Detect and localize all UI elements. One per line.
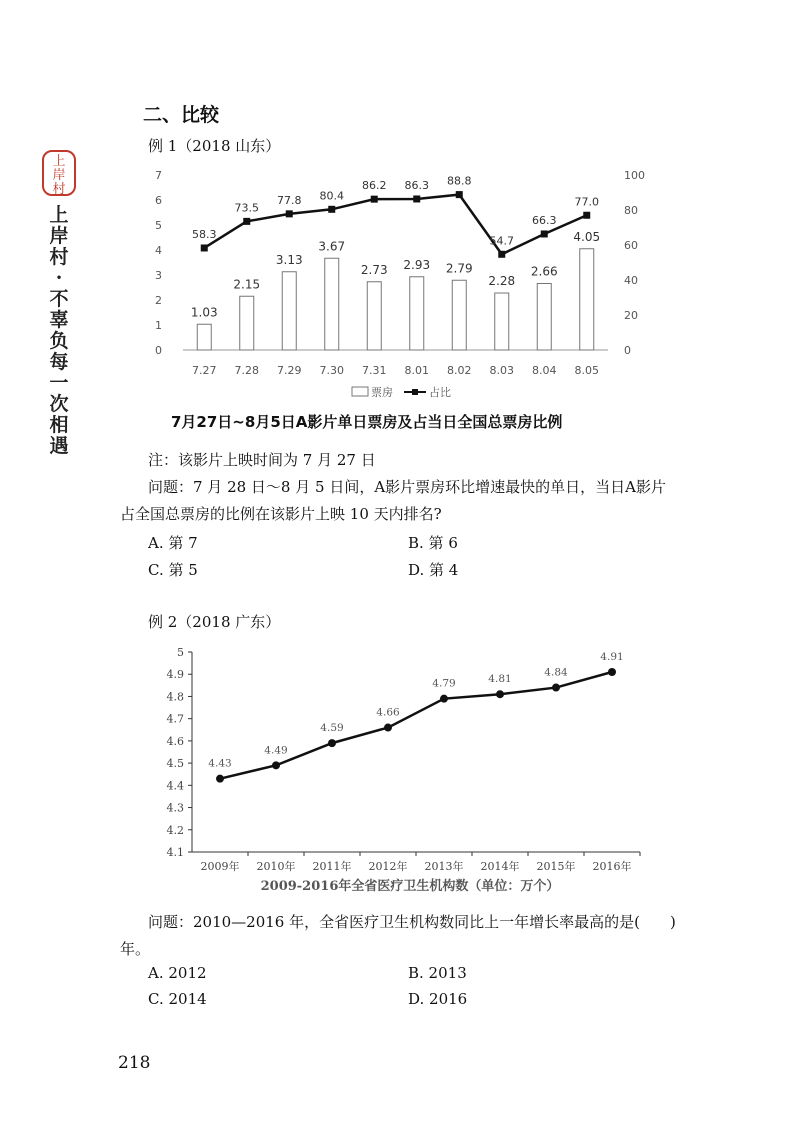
brand-seal-text: 上岸村 [52,154,66,197]
y-tick-label: 4.7 [166,712,184,726]
institutions-data-label: 4.66 [376,706,400,719]
bar [325,258,339,350]
example1-question-line1: 问题：7 月 28 日～8 月 5 日间，A影片票房环比增速最快的单日，当日A影片 [148,478,666,496]
institutions-data-label: 4.81 [488,673,512,686]
institutions-point [608,668,616,676]
bar-data-label: 2.28 [488,274,516,288]
y-tick-label: 5 [177,646,184,659]
share-point [413,195,420,202]
page-number: 218 [118,1053,151,1073]
x-tick-label: 2013年 [424,860,464,873]
chart-box-office [140,160,660,410]
example2-option-b: B. 2013 [408,964,467,982]
legend-line-marker [412,389,418,395]
bar [452,280,466,350]
share-point [371,196,378,203]
institutions-point [216,775,224,783]
institutions-data-label: 4.43 [208,757,232,770]
share-data-label: 54.7 [489,234,514,248]
y-tick-label: 3 [155,269,162,282]
institutions-point [552,684,560,692]
bar-data-label: 2.79 [445,261,473,276]
y-tick-label: 4.2 [166,823,184,837]
example1-option-a: A. 第 7 [148,534,198,552]
y-tick-label: 4 [155,244,162,257]
y-tick-label: 1 [155,319,162,332]
example2-label: 例 2（2018 广东） [148,613,281,631]
x-tick-label: 2011年 [312,860,352,873]
share-point [541,230,548,237]
bar-data-label: 2.93 [403,257,431,272]
y2-tick-label: 40 [624,274,638,287]
share-point [243,218,250,225]
y-tick-label: 4.4 [166,779,184,793]
chart2-title: 2009-2016年全省医疗卫生机构数（单位：万个） [260,879,560,894]
example2-question-line2: 年。 [120,940,151,958]
example1-question-line2: 占全国总票房的比例在该影片上映 10 天内排名? [120,505,442,523]
institutions-point [272,761,280,769]
example1-option-d: D. 第 4 [408,561,459,579]
example2-option-a: A. 2012 [148,964,207,982]
bar [197,324,211,350]
y-tick-label: 2 [155,294,162,307]
y-tick-label: 4.3 [166,801,184,815]
x-tick-label: 7.30 [319,364,344,377]
x-tick-label: 7.29 [277,364,302,377]
y2-tick-label: 100 [624,169,645,182]
share-data-label: 73.5 [234,201,259,215]
share-point [583,212,590,219]
institutions-point [384,724,392,732]
y2-tick-label: 80 [624,204,638,217]
chart1-caption: 7月27日~8月5日A影片单日票房及占当日全国总票房比例 [171,413,563,431]
share-point [456,191,463,198]
institutions-data-label: 4.79 [432,677,456,690]
share-data-label: 66.3 [532,213,557,227]
y2-tick-label: 0 [624,344,631,357]
x-tick-label: 8.01 [404,364,429,377]
institutions-point [496,690,504,698]
share-data-label: 77.0 [574,195,599,209]
brand-vertical-text: 上岸村·不辜负每一次相遇 [49,204,69,457]
share-point [328,206,335,213]
bar [495,293,509,350]
x-tick-label: 7.31 [362,364,387,377]
bar [537,284,551,351]
bar-data-label: 3.67 [318,239,346,254]
y-tick-label: 4.9 [166,668,184,682]
y-tick-label: 4.6 [166,734,184,748]
institutions-data-label: 4.84 [544,666,568,679]
y2-tick-label: 60 [624,239,638,252]
bar [580,249,594,350]
example1-label: 例 1（2018 山东） [148,137,281,155]
share-point [498,251,505,258]
bar-data-label: 2.66 [530,264,558,279]
share-point [286,210,293,217]
x-tick-label: 8.05 [574,364,599,377]
x-tick-label: 8.03 [489,364,514,377]
y-tick-label: 4.8 [166,690,184,704]
share-data-label: 88.8 [447,174,472,188]
share-data-label: 86.2 [362,179,387,193]
section-title: 二、比较 [143,104,220,126]
institutions-data-label: 4.49 [264,744,288,757]
y-tick-label: 4.5 [166,757,184,771]
y2-tick-label: 20 [624,309,638,322]
institutions-data-label: 4.59 [320,722,344,735]
bar [240,296,254,350]
x-tick-label: 2010年 [256,860,296,873]
x-tick-label: 2014年 [480,860,520,873]
bar-data-label: 1.03 [190,305,218,320]
share-data-label: 86.3 [404,178,429,192]
legend-line-label: 占比 [429,386,451,399]
example1-option-b: B. 第 6 [408,534,458,552]
x-tick-label: 7.28 [234,364,259,377]
institutions-point [328,739,336,747]
legend-bar-label: 票房 [371,386,393,399]
bar [410,277,424,350]
share-data-label: 58.3 [192,227,217,241]
x-tick-label: 8.04 [532,364,557,377]
bar-data-label: 4.05 [573,229,601,244]
y-tick-label: 4.1 [166,846,184,859]
bar [282,272,296,350]
x-tick-label: 7.27 [192,364,217,377]
y-tick-label: 5 [155,219,162,232]
y-tick-label: 6 [155,194,162,207]
example1-note: 注：该影片上映时间为 7 月 27 日 [148,451,376,469]
x-tick-label: 2015年 [536,860,576,873]
bar-data-label: 3.13 [275,252,303,267]
bar [367,282,381,350]
share-point [201,244,208,251]
institutions-point [440,695,448,703]
chart-medical-institutions [140,640,660,900]
y-tick-label: 7 [155,169,162,182]
institutions-data-label: 4.91 [600,651,624,663]
example2-option-c: C. 2014 [148,990,207,1008]
x-tick-label: 2016年 [592,860,632,873]
bar-data-label: 2.73 [360,262,388,277]
brand-seal [42,150,76,196]
x-tick-label: 2009年 [200,860,240,873]
share-data-label: 77.8 [277,193,302,207]
example1-option-c: C. 第 5 [148,561,198,579]
share-data-label: 80.4 [319,189,344,203]
example2-option-d: D. 2016 [408,990,468,1008]
share-series-line [204,195,587,255]
bar-data-label: 2.15 [233,277,261,292]
x-tick-label: 8.02 [447,364,472,377]
y-tick-label: 0 [155,344,162,357]
example2-question-line1: 问题：2010—2016 年，全省医疗卫生机构数同比上一年增长率最高的是( ) [148,913,676,931]
x-tick-label: 2012年 [368,860,408,873]
legend-bar-swatch [352,387,368,396]
